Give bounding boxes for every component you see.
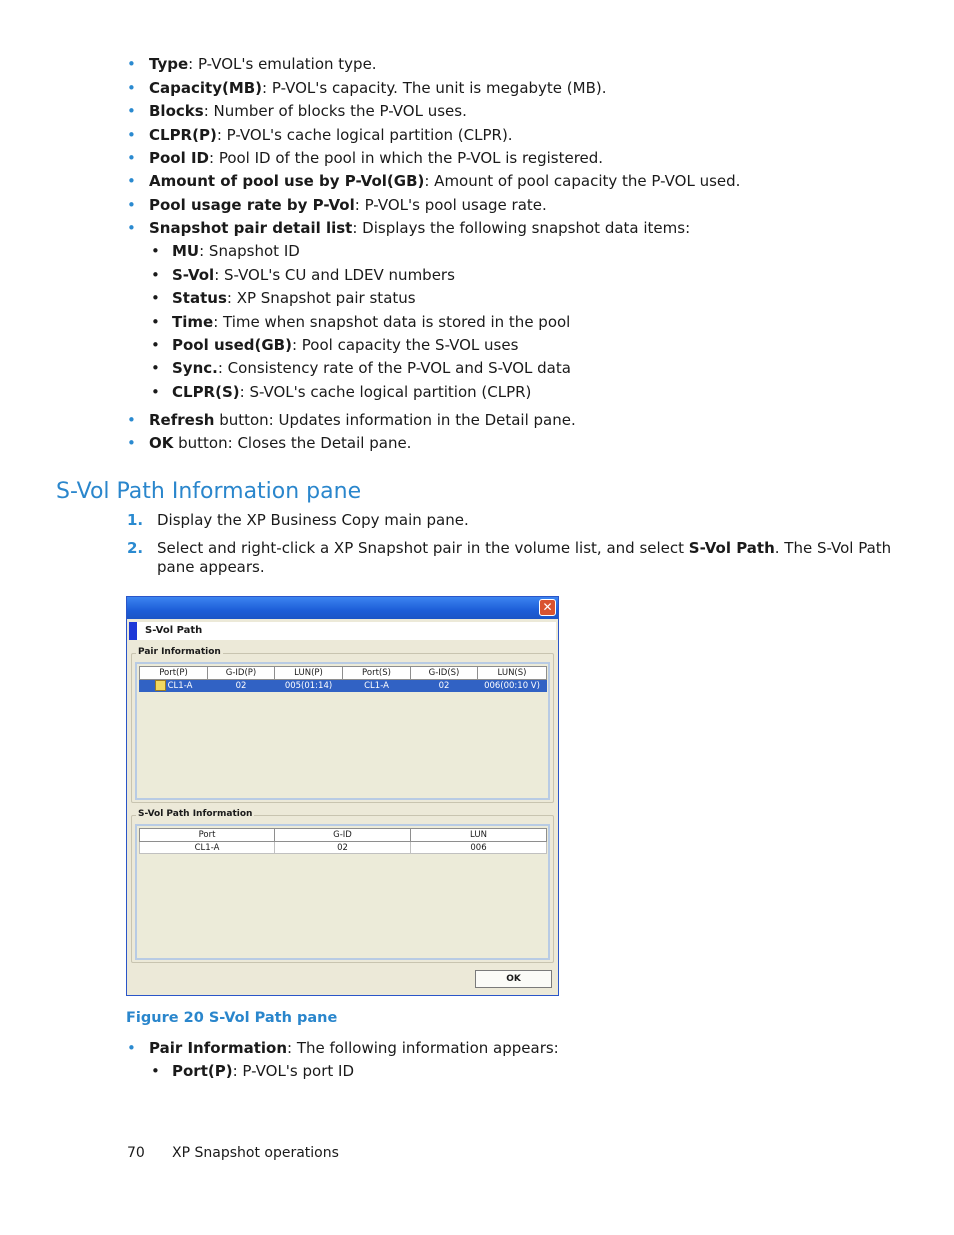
step-text: Display the XP Business Copy main pane. (157, 511, 469, 529)
bullet-dot: • (151, 383, 160, 401)
column-header[interactable]: LUN(S) (478, 667, 547, 680)
list-item: Blocks: Number of blocks the P-VOL uses. (149, 102, 467, 120)
table-cell: CL1-A (343, 680, 411, 692)
table-cell: 02 (208, 680, 275, 692)
list-item: Sync.: Consistency rate of the P-VOL and S-VOL data (172, 359, 571, 377)
table-row[interactable] (140, 842, 547, 854)
step-number: 1. (127, 511, 144, 529)
bullet-dot: • (127, 434, 136, 452)
pair-information-label: Pair Information (138, 647, 221, 657)
figure-caption: Figure 20 S-Vol Path pane (126, 1010, 338, 1026)
dialog-header (129, 622, 556, 640)
list-item: MU: Snapshot ID (172, 242, 300, 260)
pair-table-header (140, 667, 547, 680)
list-item: Type: P-VOL's emulation type. (149, 55, 377, 73)
step-number: 2. (127, 539, 144, 557)
list-item: Pool ID: Pool ID of the pool in which the P-VOL is registered. (149, 149, 604, 167)
bullet-dot: • (127, 126, 136, 144)
svol-path-dialog (126, 596, 559, 996)
list-item: Refresh button: Updates information in the Detail pane. (149, 411, 576, 429)
column-header[interactable]: G-ID(P) (208, 667, 275, 680)
step-text-continued: pane appears. (157, 558, 265, 576)
bullet-dot: • (127, 196, 136, 214)
column-header[interactable]: G-ID (275, 829, 411, 842)
column-header[interactable]: G-ID(S) (411, 667, 478, 680)
svol-path-list[interactable] (135, 824, 550, 960)
column-header[interactable]: LUN (411, 829, 547, 842)
table-cell: CL1-A (140, 842, 275, 854)
table-cell: 006(00:10 V) (478, 680, 547, 692)
bullet-dot: • (127, 1039, 136, 1057)
dialog-titlebar (127, 597, 558, 619)
pair-list[interactable] (135, 662, 550, 800)
bullet-dot: • (151, 1062, 160, 1080)
column-header[interactable]: Port(P) (140, 667, 208, 680)
table-cell: 02 (411, 680, 478, 692)
bullet-dot: • (151, 336, 160, 354)
column-header[interactable]: LUN(P) (275, 667, 343, 680)
svol-table-header (140, 829, 547, 842)
list-item: Pool usage rate by P-Vol: P-VOL's pool usage rate. (149, 196, 547, 214)
step-text: Select and right-click a XP Snapshot pair in the volume list, and select S-Vol Path. The S-Vol Path (157, 539, 892, 557)
column-header[interactable]: Port (140, 829, 275, 842)
list-item: Port(P): P-VOL's port ID (172, 1062, 355, 1080)
svol-path-information-label: S-Vol Path Information (138, 809, 253, 819)
table-cell: 02 (275, 842, 411, 854)
list-item: Time: Time when snapshot data is stored in the pool (172, 313, 571, 331)
table-cell: CL1-A (140, 680, 208, 692)
pair-information-group (131, 647, 554, 803)
bullet-dot: • (127, 79, 136, 97)
list-item: Pair Information: The following information appears: (149, 1039, 559, 1057)
bullet-dot: • (151, 359, 160, 377)
close-icon[interactable]: ✕ (539, 599, 556, 616)
list-item: OK button: Closes the Detail pane. (149, 434, 412, 452)
table-cell: 005(01:14) (275, 680, 343, 692)
list-item: Amount of pool use by P-Vol(GB): Amount of pool capacity the P-VOL used. (149, 172, 741, 190)
footer-title: XP Snapshot operations (172, 1145, 339, 1161)
svol-path-table (139, 828, 547, 854)
column-header[interactable]: Port(S) (343, 667, 411, 680)
pair-table (139, 666, 547, 692)
table-cell: 006 (411, 842, 547, 854)
pair-icon (155, 680, 166, 691)
bullet-dot: • (127, 55, 136, 73)
list-item: Status: XP Snapshot pair status (172, 289, 416, 307)
dialog-header-title: S-Vol Path (145, 625, 203, 636)
bullet-dot: • (127, 411, 136, 429)
page-number: 70 (127, 1145, 145, 1161)
bullet-dot: • (127, 102, 136, 120)
bullet-dot: • (151, 242, 160, 260)
list-item: CLPR(S): S-VOL's cache logical partition (CLPR) (172, 383, 532, 401)
bullet-dot: • (127, 219, 136, 237)
ok-button[interactable]: OK (475, 970, 552, 988)
bullet-dot: • (127, 172, 136, 190)
section-heading: S-Vol Path Information pane (56, 479, 362, 504)
bullet-dot: • (151, 313, 160, 331)
bullet-dot: • (151, 266, 160, 284)
table-row[interactable] (140, 680, 547, 692)
bullet-dot: • (151, 289, 160, 307)
list-item: S-Vol: S-VOL's CU and LDEV numbers (172, 266, 455, 284)
header-accent-bar (129, 622, 137, 640)
list-item: Capacity(MB): P-VOL's capacity. The unit is megabyte (MB). (149, 79, 607, 97)
list-item: Pool used(GB): Pool capacity the S-VOL uses (172, 336, 519, 354)
svol-path-information-group (131, 809, 554, 963)
list-item: CLPR(P): P-VOL's cache logical partition (CLPR). (149, 126, 513, 144)
list-item: Snapshot pair detail list: Displays the following snapshot data items: (149, 219, 691, 237)
bullet-dot: • (127, 149, 136, 167)
